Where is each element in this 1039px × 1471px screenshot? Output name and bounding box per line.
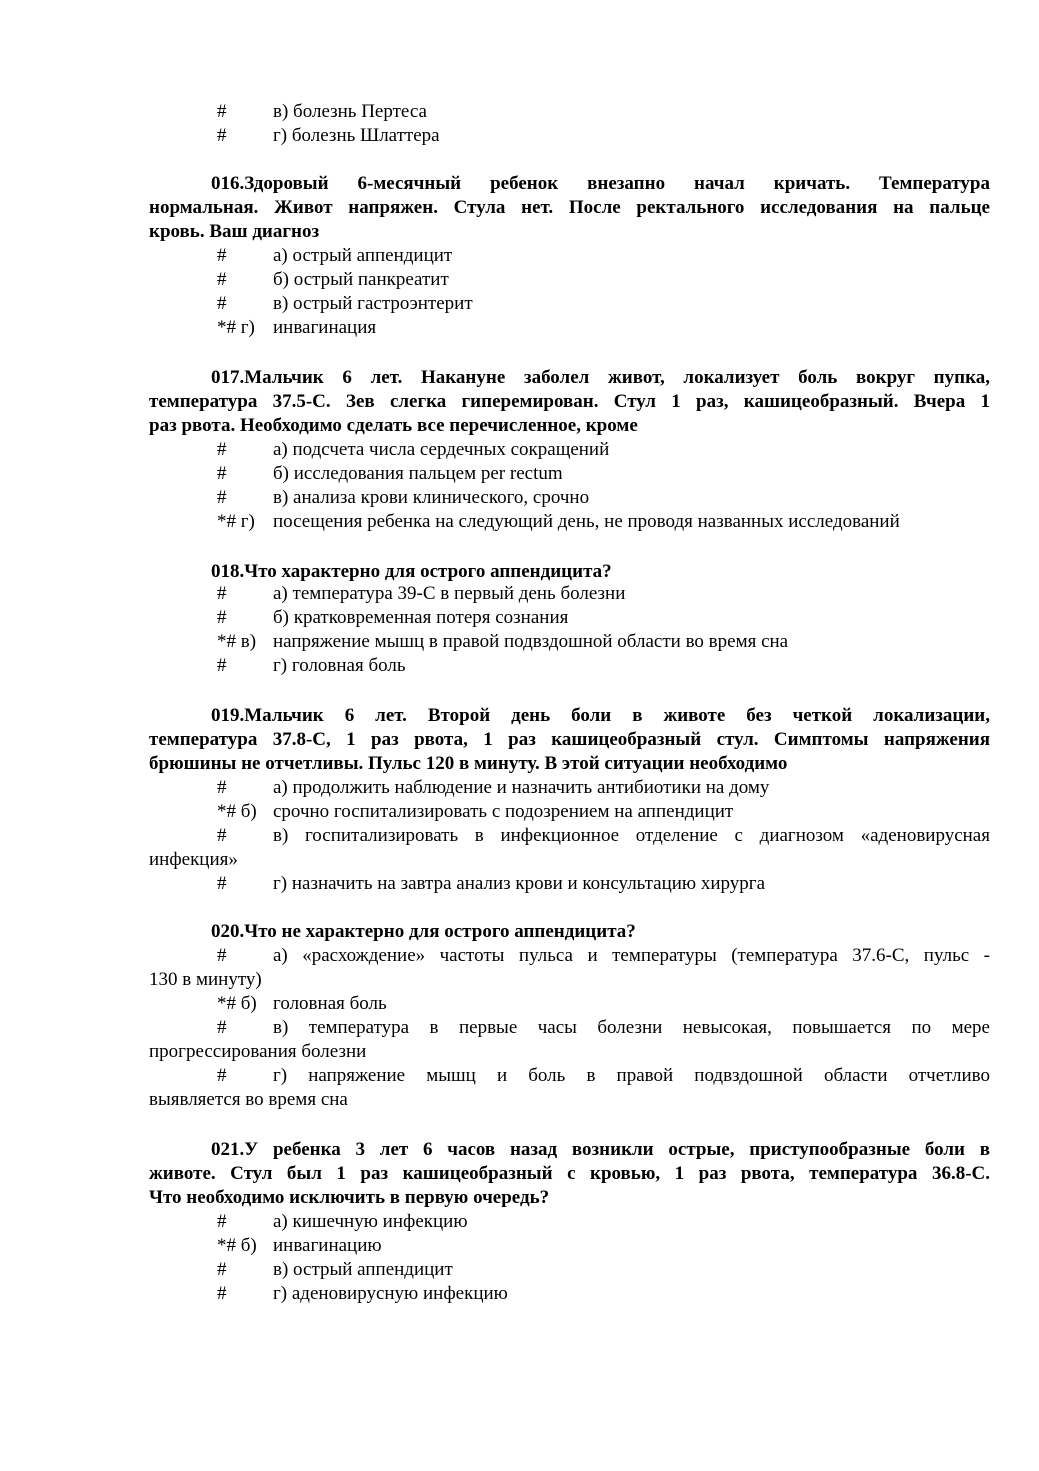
line-text: прогрессирования болезни	[149, 1041, 367, 1062]
line-text: инвагинацию	[273, 1235, 382, 1256]
answer-line	[217, 462, 563, 486]
line-text: в) температура в первые часы болезни невысокая, повышается по мере	[273, 1017, 990, 1038]
answer-marker: #	[217, 583, 227, 604]
line-text: температура 37.8-С, 1 раз рвота, 1 раз кашицеобразный стул. Симптомы напряжения	[149, 729, 990, 750]
line-text: 018.Что характерно для острого аппендицита?	[211, 561, 612, 582]
line-text: б) острый панкреатит	[273, 269, 449, 290]
answer-line	[217, 944, 990, 968]
answer-line	[217, 292, 473, 316]
answer-line	[217, 1016, 990, 1040]
answer-marker: #	[217, 245, 227, 266]
line-text: а) температура 39-С в первый день болезни	[273, 583, 626, 604]
answer-marker: #	[217, 293, 227, 314]
line-text: кровь. Ваш диагноз	[149, 221, 320, 242]
line-text: б) кратковременная потеря сознания	[273, 607, 569, 628]
answer-continuation	[149, 968, 262, 992]
question-019-line-3	[149, 752, 787, 776]
question-018-line-1	[211, 560, 612, 584]
answer-line	[217, 582, 625, 606]
answer-line	[217, 1282, 508, 1306]
answer-marker: #	[217, 463, 227, 484]
answer-line-correct	[217, 992, 387, 1016]
answer-line	[217, 438, 609, 462]
line-text: срочно госпитализировать с подозрением на аппендицит	[273, 801, 734, 822]
answer-line	[217, 776, 769, 800]
answer-continuation	[149, 848, 238, 872]
answer-line	[217, 872, 765, 896]
answer-marker: #	[217, 607, 227, 628]
answer-marker: #	[217, 825, 227, 846]
line-text: 017.Мальчик 6 лет. Накануне заболел живот, локализует боль вокруг пупка,	[211, 367, 990, 388]
answer-marker: #	[217, 101, 227, 122]
line-text: выявляется во время сна	[149, 1089, 348, 1110]
line-text: в) острый аппендицит	[273, 1259, 453, 1280]
answer-marker: #	[217, 1065, 227, 1086]
question-019-line-1	[211, 704, 990, 728]
answer-line-correct	[217, 630, 788, 654]
correct-answer-marker: *# б)	[217, 801, 257, 822]
line-text: 020.Что не характерно для острого аппендицита?	[211, 921, 636, 942]
line-text: животе. Стул был 1 раз кашицеобразный с кровью, 1 раз рвота, температура 36.8-С.	[149, 1163, 990, 1184]
answer-line	[217, 1064, 990, 1088]
line-text: г) болезнь Шлаттера	[273, 125, 440, 146]
correct-answer-marker: *# б)	[217, 1235, 257, 1256]
answer-line	[217, 268, 449, 292]
question-021-line-2	[149, 1162, 990, 1186]
answer-marker: #	[217, 1283, 227, 1304]
line-text: посещения ребенка на следующий день, не проводя названных исследований	[273, 511, 900, 532]
line-text: головная боль	[273, 993, 387, 1014]
answer-line	[217, 606, 568, 630]
line-text: нормальная. Живот напряжен. Стула нет. После ректального исследования на пальце	[149, 197, 990, 218]
line-text: инфекция»	[149, 849, 238, 870]
line-text: в) острый гастроэнтерит	[273, 293, 473, 314]
answer-line	[217, 124, 440, 148]
line-text: а) подсчета числа сердечных сокращений	[273, 439, 610, 460]
answer-line-correct	[217, 510, 900, 534]
answer-marker: #	[217, 269, 227, 290]
correct-answer-marker: *# в)	[217, 631, 257, 652]
answer-line-correct	[217, 316, 376, 340]
correct-answer-marker: *# г)	[217, 317, 255, 338]
question-021-line-1	[211, 1138, 990, 1162]
line-text: г) напряжение мышц и боль в правой подвздошной области отчетливо	[273, 1065, 990, 1086]
line-text: 016.Здоровый 6-месячный ребенок внезапно начал кричать. Температура	[211, 173, 990, 194]
question-016-line-3	[149, 220, 319, 244]
question-019-line-2	[149, 728, 990, 752]
answer-line-correct	[217, 1234, 382, 1258]
question-016-line-1	[211, 172, 990, 196]
question-016-line-2	[149, 196, 990, 220]
answer-continuation	[149, 1040, 366, 1064]
answer-line	[217, 1210, 468, 1234]
answer-line	[217, 100, 427, 124]
answer-line	[217, 654, 406, 678]
line-text: Что необходимо исключить в первую очередь?	[149, 1187, 550, 1208]
answer-line	[217, 824, 990, 848]
question-017-line-1	[211, 366, 990, 390]
answer-marker: #	[217, 487, 227, 508]
answer-line	[217, 1258, 453, 1282]
line-text: а) кишечную инфекцию	[273, 1211, 468, 1232]
line-text: г) назначить на завтра анализ крови и консультацию хирурга	[273, 873, 766, 894]
answer-continuation	[149, 1088, 348, 1112]
answer-marker: #	[217, 873, 227, 894]
line-text: 021.У ребенка 3 лет 6 часов назад возникли острые, приступообразные боли в	[211, 1139, 990, 1160]
answer-marker: #	[217, 655, 227, 676]
question-021-line-3	[149, 1186, 549, 1210]
line-text: а) продолжить наблюдение и назначить антибиотики на дому	[273, 777, 770, 798]
line-text: а) острый аппендицит	[273, 245, 453, 266]
line-text: в) анализа крови клинического, срочно	[273, 487, 590, 508]
line-text: напряжение мышц в правой подвздошной области во время сна	[273, 631, 789, 652]
answer-marker: #	[217, 945, 227, 966]
line-text: раз рвота. Необходимо сделать все перечисленное, кроме	[149, 415, 638, 436]
correct-answer-marker: *# б)	[217, 993, 257, 1014]
answer-marker: #	[217, 1211, 227, 1232]
answer-marker: #	[217, 1259, 227, 1280]
answer-marker: #	[217, 439, 227, 460]
line-text: 019.Мальчик 6 лет. Второй день боли в животе без четкой локализации,	[211, 705, 990, 726]
line-text: г) головная боль	[273, 655, 406, 676]
line-text: брюшины не отчетливы. Пульс 120 в минуту. В этой ситуации необходимо	[149, 753, 788, 774]
line-text: б) исследования пальцем per rectum	[273, 463, 563, 484]
line-text: а) «расхождение» частоты пульса и температуры (температура 37.6-С, пульс -	[273, 945, 990, 966]
answer-marker: #	[217, 125, 227, 146]
line-text: 130 в минуту)	[149, 969, 262, 990]
correct-answer-marker: *# г)	[217, 511, 255, 532]
line-text: г) аденовирусную инфекцию	[273, 1283, 508, 1304]
question-017-line-2	[149, 390, 990, 414]
question-020-line-1	[211, 920, 636, 944]
answer-line	[217, 244, 452, 268]
question-017-line-3	[149, 414, 638, 438]
answer-line-correct	[217, 800, 733, 824]
answer-marker: #	[217, 777, 227, 798]
answer-line	[217, 486, 589, 510]
line-text: инвагинация	[273, 317, 377, 338]
line-text: в) госпитализировать в инфекционное отделение с диагнозом «аденовирусная	[273, 825, 990, 846]
answer-marker: #	[217, 1017, 227, 1038]
line-text: в) болезнь Пертеса	[273, 101, 427, 122]
line-text: температура 37.5-С. Зев слегка гиперемирован. Стул 1 раз, кашицеобразный. Вчера 1	[149, 391, 990, 412]
